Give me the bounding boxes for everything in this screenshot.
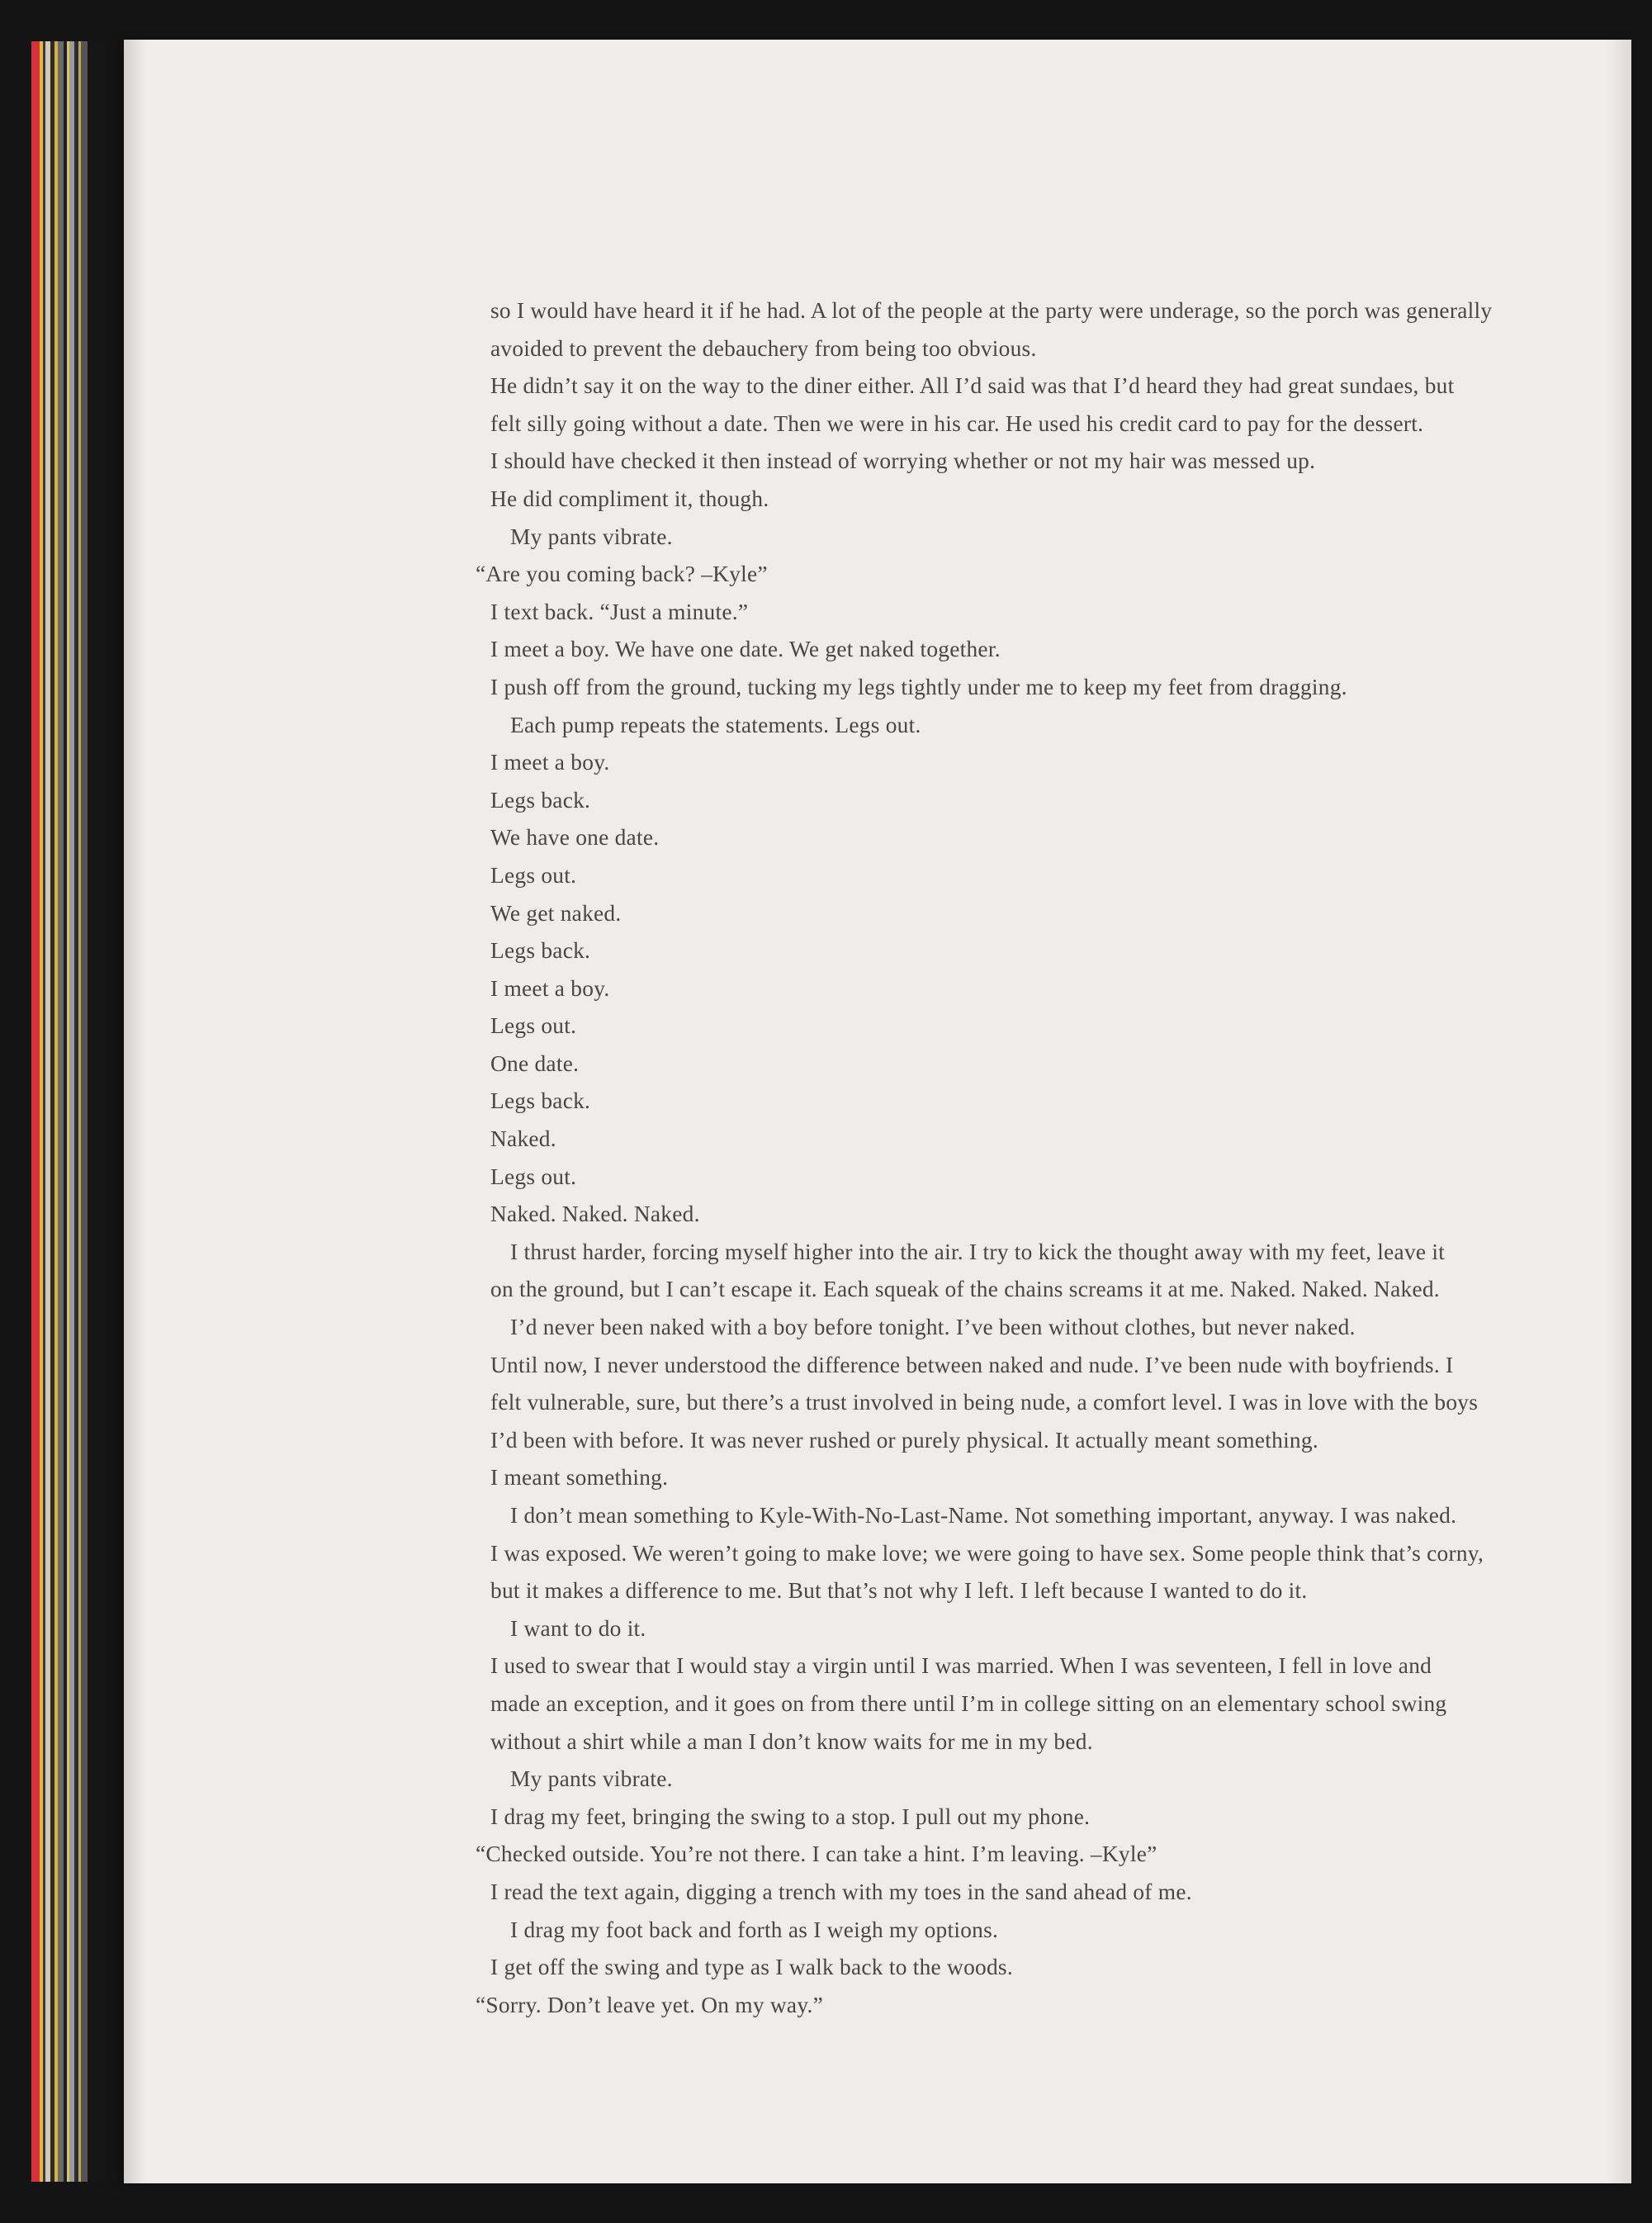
text-line: “Sorry. Don’t leave yet. On my way.”	[476, 1992, 824, 2017]
text-line: I text back. “Just a minute.”	[490, 599, 749, 624]
text-line: Until now, I never understood the difference between naked and nude. I’ve been nude with boyfriends. I	[490, 1352, 1454, 1377]
page-edge-strip	[81, 41, 88, 2182]
page-right-edge	[1607, 40, 1631, 2183]
page-edge-strip	[58, 41, 64, 2182]
text-line: “Are you coming back? –Kyle”	[476, 562, 768, 587]
text-line: I used to swear that I would stay a virgin until I was married. When I was seventeen, I fell in love and	[490, 1653, 1432, 1679]
page-edge-strip	[31, 41, 40, 2182]
text-line: on the ground, but I can’t escape it. Each squeak of the chains screams it at me. Naked. Naked. Naked.	[490, 1277, 1440, 1302]
text-line: felt vulnerable, sure, but there’s a trust involved in being nude, a comfort level. I was in love with the boys	[490, 1390, 1479, 1415]
text-line: I drag my feet, bringing the swing to a stop. I pull out my phone.	[490, 1804, 1091, 1829]
text-line: He didn’t say it on the way to the diner either. All I’d said was that I’d heard they had great sundaes, but	[490, 373, 1455, 399]
text-line: “Checked outside. You’re not there. I can take a hint. I’m leaving. –Kyle”	[476, 1841, 1157, 1867]
text-line: Naked. Naked. Naked.	[490, 1202, 700, 1227]
text-line: Legs back.	[490, 787, 591, 813]
text-line: My pants vibrate.	[510, 1766, 673, 1792]
text-line: I want to do it.	[510, 1615, 646, 1641]
text-line: felt silly going without a date. Then we were in his car. He used his credit card to pay for the dessert.	[490, 410, 1424, 436]
text-line: I don’t mean something to Kyle-With-No-Last-Name. Not something important, anyway. I was naked.	[510, 1503, 1457, 1528]
text-line: Legs out.	[490, 1164, 577, 1189]
text-line: I’d never been naked with a boy before tonight. I’ve been without clothes, but never naked.	[510, 1315, 1356, 1340]
book-page	[124, 40, 1631, 2183]
text-line: I get off the swing and type as I walk back to the woods.	[490, 1955, 1013, 1980]
text-line: I meet a boy. We have one date. We get naked together.	[490, 637, 1001, 662]
text-line: I’d been with before. It was never rushed or purely physical. It actually meant something.	[490, 1427, 1318, 1453]
text-line: One date.	[490, 1050, 580, 1076]
text-line: Legs back.	[490, 1088, 591, 1114]
text-line: I should have checked it then instead of worrying whether or not my hair was messed up.	[490, 448, 1316, 474]
text-line: I thrust harder, forcing myself higher into the air. I try to kick the thought away with my feet, leave it	[510, 1239, 1446, 1264]
text-line: Naked.	[490, 1126, 556, 1152]
text-line: My pants vibrate.	[510, 524, 673, 549]
text-line: I drag my foot back and forth as I weigh my options.	[510, 1917, 999, 1942]
page-edge-strip	[88, 41, 127, 2182]
text-line: Legs out.	[490, 1013, 577, 1039]
text-line: I was exposed. We weren’t going to make love; we were going to have sex. Some people think that’s corny,	[490, 1540, 1484, 1566]
text-line: We get naked.	[490, 900, 622, 926]
text-line: I meet a boy.	[490, 975, 610, 1001]
text-line: I meant something.	[490, 1465, 669, 1491]
book-page-edges	[31, 41, 127, 2182]
text-line: Legs out.	[490, 862, 577, 888]
text-line: Legs back.	[490, 938, 591, 964]
text-line: Each pump repeats the statements. Legs out.	[510, 712, 921, 737]
text-line: We have one date.	[490, 825, 660, 851]
text-line: avoided to prevent the debauchery from being too obvious.	[490, 335, 1037, 361]
text-line: without a shirt while a man I don’t know waits for me in my bed.	[490, 1728, 1093, 1754]
text-line: I read the text again, digging a trench with my toes in the sand ahead of me.	[490, 1879, 1192, 1904]
text-line: He did compliment it, though.	[490, 486, 769, 511]
page-gutter-shadow	[124, 40, 145, 2183]
text-line: but it makes a difference to me. But that’s not why I left. I left because I wanted to do it.	[490, 1578, 1308, 1604]
text-line: made an exception, and it goes on from there until I’m in college sitting on an elementary school swing	[490, 1690, 1447, 1716]
text-line: so I would have heard it if he had. A lot of the people at the party were underage, so the porch was generally	[490, 298, 1493, 323]
body-text	[476, 292, 1580, 2024]
text-line: I push off from the ground, tucking my legs tightly under me to keep my feet from dragging.	[490, 674, 1347, 699]
text-line: I meet a boy.	[490, 750, 610, 775]
